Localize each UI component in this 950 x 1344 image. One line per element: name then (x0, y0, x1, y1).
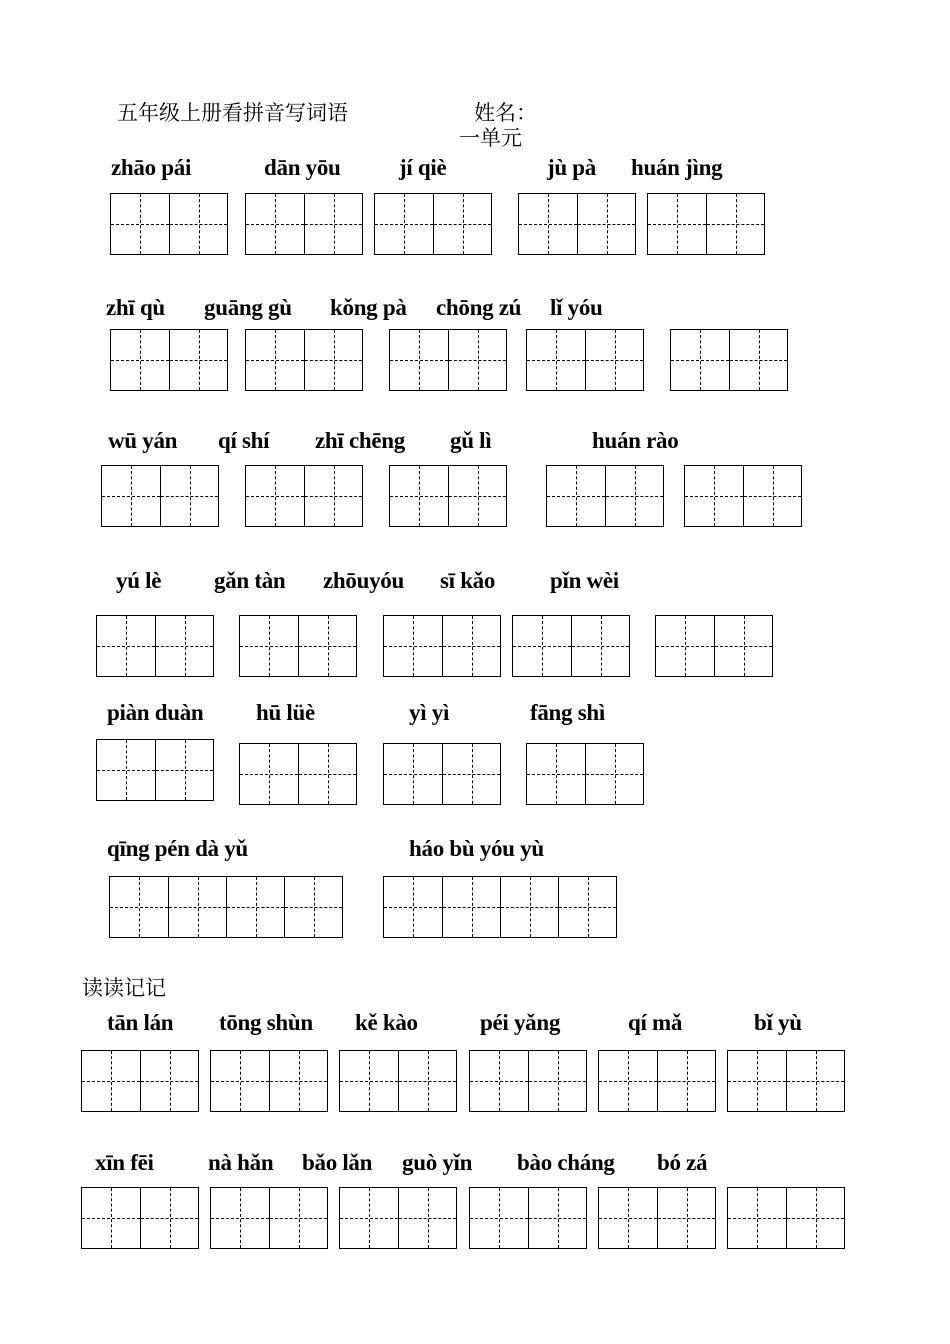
character-box[interactable] (671, 330, 729, 390)
writing-grid[interactable] (647, 193, 765, 255)
character-box[interactable] (527, 744, 585, 804)
writing-grid[interactable] (383, 743, 501, 805)
character-box[interactable] (82, 1188, 140, 1248)
character-box[interactable] (605, 466, 663, 526)
pinyin-label: jí qiè (399, 155, 447, 180)
character-box[interactable] (656, 616, 714, 676)
character-box[interactable] (390, 330, 448, 390)
character-box[interactable] (657, 1188, 715, 1248)
writing-grid[interactable] (110, 193, 228, 255)
character-box[interactable] (111, 194, 169, 254)
writing-grid[interactable] (245, 329, 363, 391)
writing-grid[interactable] (655, 615, 773, 677)
character-box[interactable] (470, 1051, 528, 1111)
pinyin-label: gǔ lì (450, 428, 492, 453)
pinyin-label: kě kào (355, 1010, 418, 1035)
writing-grid[interactable] (81, 1187, 199, 1249)
character-box[interactable] (513, 616, 571, 676)
character-box[interactable] (340, 1051, 398, 1111)
writing-grid[interactable] (101, 465, 219, 527)
writing-grid[interactable] (96, 615, 214, 677)
pinyin-label: fāng shì (530, 700, 605, 725)
writing-grid[interactable] (383, 876, 617, 938)
writing-grid[interactable] (727, 1050, 845, 1112)
pinyin-label: dān yōu (264, 155, 341, 180)
pinyin-label: qí shí (218, 428, 270, 453)
pinyin-label: yú lè (116, 568, 162, 593)
character-box[interactable] (728, 1051, 786, 1111)
character-box[interactable] (528, 1188, 586, 1248)
character-box[interactable] (577, 194, 635, 254)
pinyin-label: wū yán (108, 428, 178, 453)
character-box[interactable] (240, 616, 298, 676)
writing-grid[interactable] (512, 615, 630, 677)
character-box[interactable] (728, 1188, 786, 1248)
pinyin-label: jù pà (547, 155, 596, 180)
character-box[interactable] (519, 194, 577, 254)
pinyin-label: hū lüè (256, 700, 315, 725)
pinyin-label: piàn duàn (107, 700, 204, 725)
character-box[interactable] (111, 330, 169, 390)
character-box[interactable] (298, 744, 356, 804)
writing-grid[interactable] (684, 465, 802, 527)
character-box[interactable] (304, 194, 362, 254)
character-box[interactable] (648, 194, 706, 254)
character-box[interactable] (528, 1051, 586, 1111)
character-box[interactable] (246, 466, 304, 526)
character-box[interactable] (340, 1188, 398, 1248)
pinyin-label: qīng pén dà yǔ (107, 836, 248, 861)
character-box[interactable] (160, 466, 218, 526)
character-box[interactable] (599, 1051, 657, 1111)
character-box[interactable] (140, 1188, 198, 1248)
writing-grid[interactable] (339, 1187, 457, 1249)
pinyin-label: xīn fēi (95, 1150, 154, 1175)
pinyin-label: huán rào (592, 428, 679, 453)
character-box[interactable] (269, 1188, 327, 1248)
character-box[interactable] (448, 466, 506, 526)
character-box[interactable] (384, 877, 442, 937)
character-box[interactable] (547, 466, 605, 526)
pinyin-label: chōng zú (436, 295, 522, 320)
worksheet-title: 五年级上册看拼音写词语 (117, 101, 348, 125)
character-box[interactable] (155, 740, 213, 800)
pinyin-label: pǐn wèi (550, 568, 619, 593)
pinyin-label: kǒng pà (330, 295, 407, 320)
character-box[interactable] (527, 330, 585, 390)
character-box[interactable] (82, 1051, 140, 1111)
character-box[interactable] (442, 877, 500, 937)
character-box[interactable] (240, 744, 298, 804)
pinyin-label: zhōuyóu (323, 568, 404, 593)
character-box[interactable] (97, 740, 155, 800)
character-box[interactable] (786, 1188, 844, 1248)
pinyin-label: péi yǎng (480, 1010, 561, 1035)
character-box[interactable] (226, 877, 284, 937)
pinyin-label: qí mǎ (628, 1010, 683, 1035)
character-box[interactable] (384, 616, 442, 676)
character-box[interactable] (743, 466, 801, 526)
writing-grid[interactable] (110, 329, 228, 391)
writing-grid[interactable] (239, 615, 357, 677)
character-box[interactable] (470, 1188, 528, 1248)
writing-grid[interactable] (383, 615, 501, 677)
writing-grid[interactable] (727, 1187, 845, 1249)
character-box[interactable] (398, 1188, 456, 1248)
character-box[interactable] (211, 1188, 269, 1248)
pinyin-label: nà hǎn (208, 1150, 274, 1175)
writing-grid[interactable] (210, 1187, 328, 1249)
pinyin-label: zhī qù (106, 295, 165, 320)
pinyin-label: guò yǐn (402, 1150, 473, 1175)
pinyin-label: tōng shùn (219, 1010, 313, 1035)
writing-grid[interactable] (546, 465, 664, 527)
character-box[interactable] (169, 194, 227, 254)
pinyin-label: gǎn tàn (214, 568, 286, 593)
character-box[interactable] (246, 194, 304, 254)
pinyin-label: lǐ yóu (550, 295, 603, 320)
character-box[interactable] (140, 1051, 198, 1111)
character-box[interactable] (500, 877, 558, 937)
writing-grid[interactable] (526, 329, 644, 391)
character-box[interactable] (97, 616, 155, 676)
unit-label: 一单元 (459, 126, 522, 150)
character-box[interactable] (384, 744, 442, 804)
character-box[interactable] (269, 1051, 327, 1111)
writing-grid[interactable] (469, 1050, 587, 1112)
character-box[interactable] (585, 330, 643, 390)
character-box[interactable] (375, 194, 433, 254)
pinyin-label: yì yì (409, 700, 450, 725)
character-box[interactable] (657, 1051, 715, 1111)
character-box[interactable] (298, 616, 356, 676)
writing-grid[interactable] (109, 876, 343, 938)
pinyin-label: bǎo lǎn (302, 1150, 373, 1175)
writing-grid[interactable] (81, 1050, 199, 1112)
pinyin-label: bǐ yù (754, 1010, 802, 1035)
pinyin-label: huán jìng (631, 155, 723, 180)
character-box[interactable] (304, 330, 362, 390)
character-box[interactable] (102, 466, 160, 526)
writing-grid[interactable] (518, 193, 636, 255)
writing-grid[interactable] (526, 743, 644, 805)
character-box[interactable] (558, 877, 616, 937)
pinyin-label: bó zá (657, 1150, 708, 1175)
section-label-read-and-remember: 读读记记 (82, 976, 166, 1000)
pinyin-label: zhāo pái (111, 155, 192, 180)
pinyin-label: háo bù yóu yù (409, 836, 544, 861)
character-box[interactable] (571, 616, 629, 676)
character-box[interactable] (448, 330, 506, 390)
character-box[interactable] (433, 194, 491, 254)
writing-grid[interactable] (339, 1050, 457, 1112)
character-box[interactable] (714, 616, 772, 676)
pinyin-label: zhī chēng (315, 428, 405, 453)
pinyin-label: sī kǎo (440, 568, 496, 593)
character-box[interactable] (168, 877, 226, 937)
writing-grid[interactable] (245, 193, 363, 255)
writing-grid[interactable] (598, 1050, 716, 1112)
writing-grid[interactable] (210, 1050, 328, 1112)
character-box[interactable] (284, 877, 342, 937)
character-box[interactable] (155, 616, 213, 676)
pinyin-label: guāng gù (204, 295, 292, 320)
character-box[interactable] (211, 1051, 269, 1111)
writing-grid[interactable] (389, 329, 507, 391)
character-box[interactable] (706, 194, 764, 254)
writing-grid[interactable] (96, 739, 214, 801)
pinyin-label: tān lán (107, 1010, 174, 1035)
writing-grid[interactable] (598, 1187, 716, 1249)
character-box[interactable] (599, 1188, 657, 1248)
character-box[interactable] (585, 744, 643, 804)
character-box[interactable] (304, 466, 362, 526)
writing-grid[interactable] (245, 465, 363, 527)
character-box[interactable] (442, 744, 500, 804)
character-box[interactable] (729, 330, 787, 390)
writing-grid[interactable] (374, 193, 492, 255)
character-box[interactable] (398, 1051, 456, 1111)
writing-grid[interactable] (469, 1187, 587, 1249)
character-box[interactable] (110, 877, 168, 937)
character-box[interactable] (246, 330, 304, 390)
character-box[interactable] (169, 330, 227, 390)
name-label: 姓名： (474, 101, 537, 125)
character-box[interactable] (442, 616, 500, 676)
character-box[interactable] (390, 466, 448, 526)
writing-grid[interactable] (239, 743, 357, 805)
pinyin-label: bào cháng (517, 1150, 615, 1175)
writing-grid[interactable] (670, 329, 788, 391)
character-box[interactable] (685, 466, 743, 526)
writing-grid[interactable] (389, 465, 507, 527)
character-box[interactable] (786, 1051, 844, 1111)
